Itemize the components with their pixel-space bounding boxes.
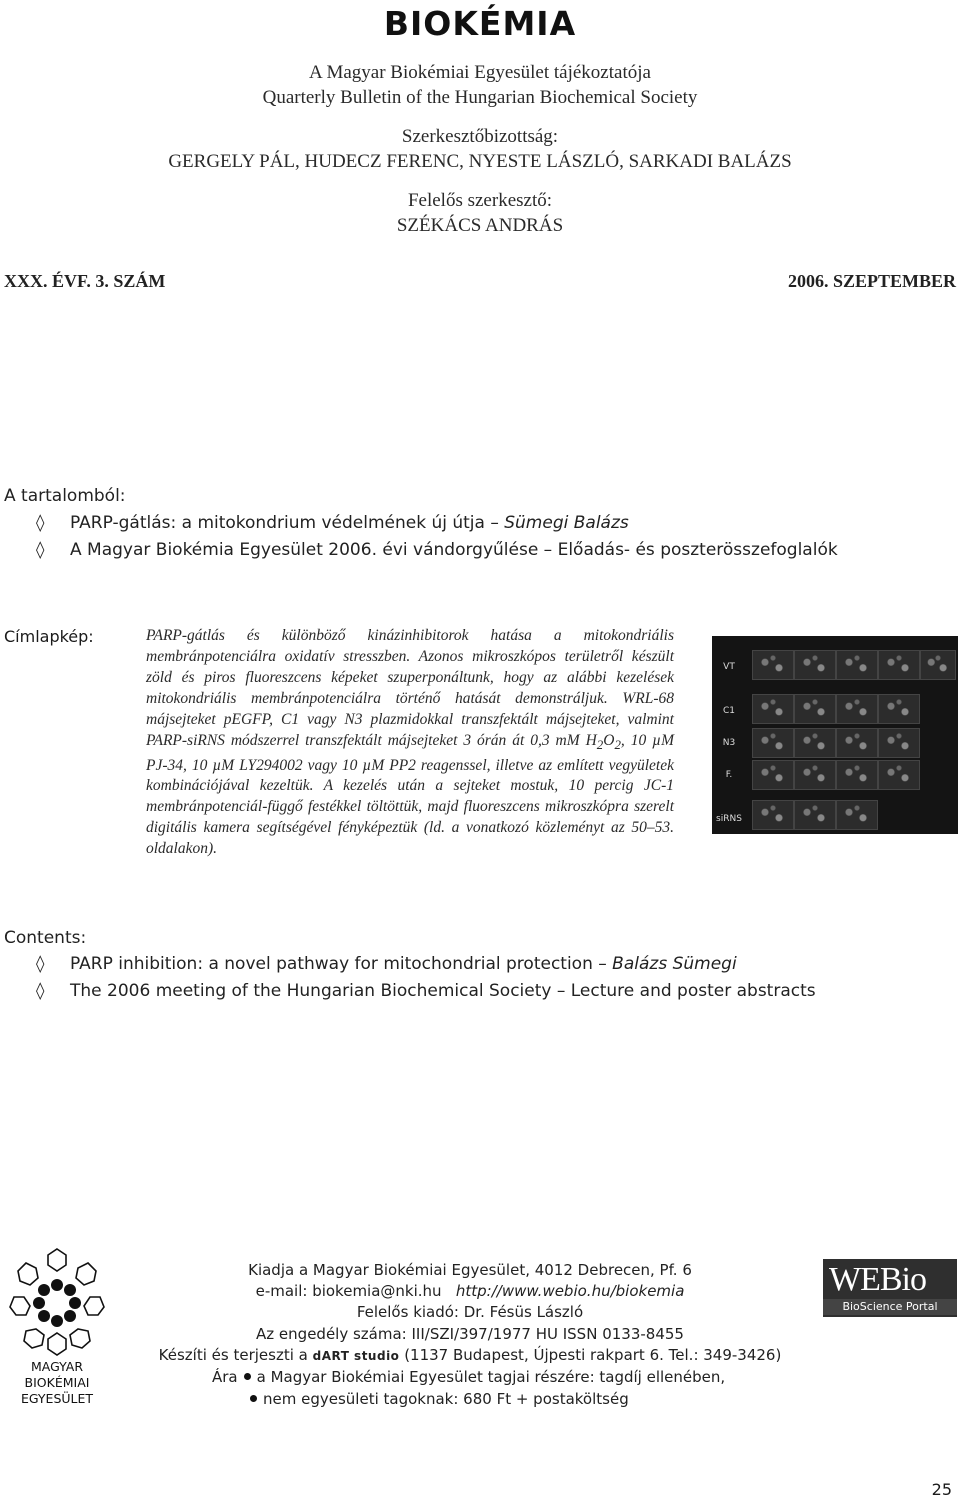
cover-label: Címlapkép: <box>4 627 94 646</box>
micrograph-panel <box>836 728 878 758</box>
diamond-bullet-icon: ◊ <box>36 540 45 560</box>
micrograph-panel <box>794 800 836 830</box>
micrograph-panel <box>878 650 920 680</box>
micrograph-panel <box>752 728 794 758</box>
diamond-bullet-icon: ◊ <box>36 513 45 533</box>
toc-hu-item-text: A Magyar Biokémia Egyesület 2006. évi vándorgyűlése – Előadás- és poszterösszefoglalók <box>70 540 838 560</box>
figure-row-label: C1 <box>722 706 735 716</box>
imprint-contact <box>120 1281 820 1302</box>
webio-tagline: BioScience Portal <box>823 1299 957 1315</box>
micrograph-panel <box>836 760 878 790</box>
micrograph-panel <box>752 800 794 830</box>
micrograph-panel <box>752 694 794 724</box>
page-number: 25 <box>931 1480 952 1499</box>
board-names: GERGELY PÁL, HUDECZ FERENC, NYESTE LÁSZLÓ, SARKADI BALÁZS <box>168 151 792 172</box>
figure-row-label: siRNS <box>716 814 742 824</box>
cover-caption: PARP-gátlás és különböző kinázinhibitorok hatása a mitokondriális membránpotenciálra oxidatív stresszben. Azonos mikroszkópos területről készült zöld és piros fluoreszcens képeket szuperponáltunk, hogy az alábbi kezelések mitokondriális membránpotenciálra történő hatását demonstráljuk. WRL-68 májsejteket pEGFP, C1 vagy N3 plazmidokkal transzfektált májsejteket, valmint PARP-siRNS módszerrel transzfektált májsejteket 3 órán át 0,3 mM $H_2O_2$, 10 µM PJ-34, 10 µM LY294002 vagy 10 µM PP2 reagenssel, illetve az említett vegyületek kombinációjával kezeltük. A kezelés után a sejteket mostuk, 10 percig JC-1 membránpotenciál-függő festékkel töltöttük, majd fluoreszcens mikroszkópra szerelt digitális kamera segítségével fényképeztük (ld. a vonatkozó közleményt az 50–53. oldalakon). <box>146 627 674 858</box>
micrograph-panel <box>794 760 836 790</box>
imprint-url[interactable]: http://www.webio.hu/biokemia <box>455 1282 685 1300</box>
micrograph-panel <box>878 760 920 790</box>
bullet-dot-icon <box>250 1395 257 1402</box>
micrograph-panel <box>752 650 794 680</box>
imprint-price: Ára a Magyar Biokémiai Egyesület tagjai részére: tagdíj ellenében, <box>212 1368 726 1386</box>
imprint-publisher: Felelős kiadó: Dr. Fésüs László <box>356 1303 584 1321</box>
webio-brand: WEBio <box>829 1261 926 1298</box>
micrograph-panel <box>878 694 920 724</box>
society-logo-text: MAGYAR BIOKÉMIAI EGYESÜLET <box>20 1359 94 1406</box>
imprint-line: Kiadja a Magyar Biokémiai Egyesület, 4012 Debrecen, Pf. 6 <box>248 1261 692 1279</box>
figure-row-label: VT <box>723 662 735 672</box>
diamond-bullet-icon: ◊ <box>36 954 45 974</box>
bullet-dot-icon <box>244 1373 251 1380</box>
toc-en-item[interactable] <box>36 954 737 974</box>
imprint-price-nonmember: nem egyesületi tagoknak: 680 Ft + postaköltség <box>244 1389 629 1410</box>
toc-en-item[interactable] <box>36 981 816 1001</box>
micrograph-panel <box>836 694 878 724</box>
editor-name: SZÉKÁCS ANDRÁS <box>396 215 564 236</box>
figure-row-label: N3 <box>722 738 736 748</box>
figure-row-label: F. <box>725 770 733 780</box>
issue-date: 2006. SZEPTEMBER <box>787 271 956 291</box>
diamond-bullet-icon: ◊ <box>36 981 45 1001</box>
toc-en-item-author: Balázs Sümegi <box>612 954 737 974</box>
toc-en-item-text: PARP inhibition: a novel pathway for mitochondrial protection – <box>70 954 613 974</box>
subtitle-hu: A Magyar Biokémiai Egyesület tájékoztatója <box>309 62 651 83</box>
toc-hu-item[interactable] <box>36 513 629 533</box>
micrograph-panel <box>794 694 836 724</box>
toc-hu-item[interactable] <box>36 540 838 560</box>
micrograph-panel <box>752 760 794 790</box>
imprint-email[interactable]: e-mail: biokemia@nki.hu <box>255 1282 442 1300</box>
board-label: Szerkesztőbizottság: <box>401 126 559 147</box>
webio-logo <box>823 1259 957 1317</box>
toc-hu-item-text: PARP-gátlás: a mitokondrium védelmének új útja – <box>70 513 505 533</box>
journal-title: BIOKÉMIA <box>383 4 577 43</box>
editor-label: Felelős szerkesztő: <box>407 190 553 211</box>
micrograph-panel <box>920 650 956 680</box>
micrograph-panel <box>836 800 878 830</box>
toc-en-heading: Contents: <box>4 928 87 948</box>
micrograph-panel <box>836 650 878 680</box>
micrograph-panel <box>878 728 920 758</box>
imprint-license: Az engedély száma: III/SZI/397/1977 HU ISSN 0133-8455 <box>256 1325 684 1343</box>
imprint-producer: Készíti és terjeszti a dART studio (1137 Budapest, Újpesti rakpart 6. Tel.: 349-3426) <box>158 1346 782 1364</box>
subtitle-en: Quarterly Bulletin of the Hungarian Biochemical Society <box>262 87 698 108</box>
issue-volume: XXX. ÉVF. 3. SZÁM <box>4 271 166 291</box>
dart-studio-brand: dART studio <box>312 1349 400 1363</box>
toc-en-item-text: The 2006 meeting of the Hungarian Biochemical Society – Lecture and poster abstracts <box>70 981 816 1001</box>
micrograph-panel <box>794 650 836 680</box>
cover-micrograph <box>712 636 958 834</box>
toc-hu-heading: A tartalomból: <box>4 486 126 506</box>
society-logo-icon <box>4 1245 110 1357</box>
toc-hu-item-author: Sümegi Balázs <box>504 513 629 533</box>
micrograph-panel <box>794 728 836 758</box>
